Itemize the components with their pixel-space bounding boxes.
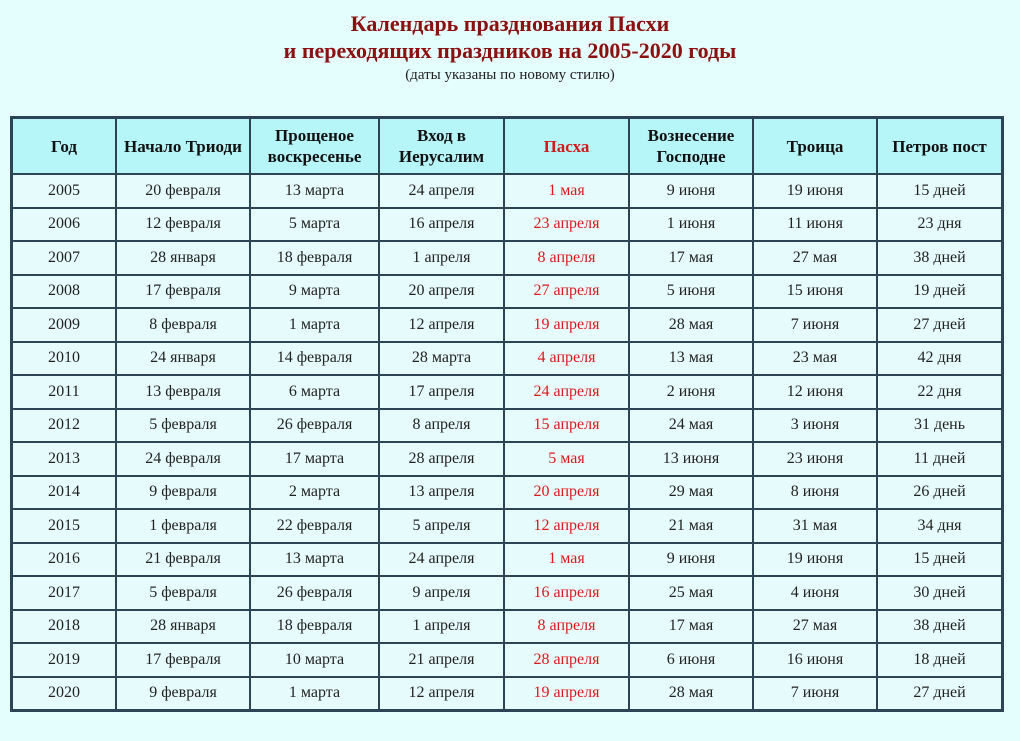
easter-date-cell: 19 апреля [504,308,629,342]
easter-date-cell: 27 апреля [504,275,629,309]
table-cell: 28 января [116,610,250,644]
table-cell: 9 марта [250,275,379,309]
table-cell: 5 апреля [379,509,504,543]
table-cell: 18 февраля [250,241,379,275]
table-cell: 6 июня [629,643,753,677]
easter-date-cell: 1 мая [504,543,629,577]
easter-date-cell: 15 апреля [504,409,629,443]
year-cell: 2016 [12,543,116,577]
page-subtitle: (даты указаны по новому стилю) [405,67,615,83]
table-cell: 18 февраля [250,610,379,644]
table-cell: 17 мая [629,610,753,644]
table-cell: 17 февраля [116,275,250,309]
table-row [12,208,1002,242]
table-cell: 19 дней [877,275,1002,309]
table-cell: 2 марта [250,476,379,510]
table-cell: 11 дней [877,442,1002,476]
table-row [12,409,1002,443]
table-cell: 24 января [116,342,250,376]
table-cell: 28 марта [379,342,504,376]
table-cell: 3 июня [753,409,877,443]
table-cell: 18 дней [877,643,1002,677]
table-cell: 22 февраля [250,509,379,543]
table-cell: 12 февраля [116,208,250,242]
table-cell: 27 дней [877,308,1002,342]
table-cell: 24 мая [629,409,753,443]
table-cell: 5 июня [629,275,753,309]
column-header-4: Пасха [504,118,629,174]
table-cell: 23 июня [753,442,877,476]
table-cell: 5 марта [250,208,379,242]
table-cell: 1 апреля [379,610,504,644]
column-header-0: Год [12,118,116,174]
table-cell: 26 февраля [250,409,379,443]
table-cell: 12 апреля [379,677,504,711]
page-title-line-1: Календарь празднования Пасхи [350,11,670,36]
year-cell: 2011 [12,375,116,409]
table-row [12,342,1002,376]
year-cell: 2010 [12,342,116,376]
table-cell: 12 июня [753,375,877,409]
table-cell: 9 февраля [116,677,250,711]
easter-date-cell: 4 апреля [504,342,629,376]
table-cell: 30 дней [877,576,1002,610]
column-header-7: Петров пост [877,118,1002,174]
table-cell: 13 мая [629,342,753,376]
table-cell: 9 июня [629,543,753,577]
easter-date-cell: 1 мая [504,174,629,208]
easter-date-cell: 24 апреля [504,375,629,409]
table-cell: 24 апреля [379,174,504,208]
column-header-3: Вход в Иерусалим [379,118,504,174]
table-cell: 1 марта [250,677,379,711]
table-cell: 1 марта [250,308,379,342]
table-cell: 17 мая [629,241,753,275]
table-cell: 28 мая [629,677,753,711]
table-cell: 5 февраля [116,576,250,610]
table-header [12,118,1002,174]
table-row [12,375,1002,409]
year-cell: 2020 [12,677,116,711]
table-cell: 24 февраля [116,442,250,476]
table-cell: 21 мая [629,509,753,543]
column-header-6: Троица [753,118,877,174]
table-cell: 8 июня [753,476,877,510]
year-cell: 2014 [12,476,116,510]
page-title-line-2: и переходящих праздников на 2005-2020 годы [283,38,737,63]
table-cell: 28 апреля [379,442,504,476]
table-row [12,275,1002,309]
easter-date-cell: 20 апреля [504,476,629,510]
table-header-row [12,118,1002,174]
table-cell: 8 апреля [379,409,504,443]
table-row [12,308,1002,342]
table-cell: 15 июня [753,275,877,309]
year-cell: 2007 [12,241,116,275]
table-cell: 38 дней [877,241,1002,275]
table-cell: 23 дня [877,208,1002,242]
table-cell: 38 дней [877,610,1002,644]
easter-date-cell: 8 апреля [504,241,629,275]
table-row [12,543,1002,577]
table-cell: 2 июня [629,375,753,409]
easter-date-cell: 19 апреля [504,677,629,711]
table-cell: 26 февраля [250,576,379,610]
table-cell: 20 февраля [116,174,250,208]
table-cell: 34 дня [877,509,1002,543]
table-cell: 9 февраля [116,476,250,510]
table-cell: 12 апреля [379,308,504,342]
easter-date-cell: 12 апреля [504,509,629,543]
year-cell: 2009 [12,308,116,342]
table-cell: 27 мая [753,610,877,644]
easter-date-cell: 28 апреля [504,643,629,677]
table-body [12,174,1002,710]
table-cell: 17 апреля [379,375,504,409]
column-header-2: Прощеное воскресенье [250,118,379,174]
easter-date-cell: 5 мая [504,442,629,476]
table-cell: 27 мая [753,241,877,275]
table-cell: 24 апреля [379,543,504,577]
year-cell: 2012 [12,409,116,443]
table-cell: 28 января [116,241,250,275]
table-cell: 11 июня [753,208,877,242]
table-cell: 13 апреля [379,476,504,510]
year-cell: 2019 [12,643,116,677]
table-cell: 21 февраля [116,543,250,577]
table-cell: 7 июня [753,677,877,711]
table-row [12,442,1002,476]
table-row [12,476,1002,510]
table-cell: 42 дня [877,342,1002,376]
table-cell: 17 февраля [116,643,250,677]
easter-date-cell: 23 апреля [504,208,629,242]
year-cell: 2006 [12,208,116,242]
table-row [12,509,1002,543]
year-cell: 2008 [12,275,116,309]
table-cell: 1 июня [629,208,753,242]
table-cell: 15 дней [877,543,1002,577]
table-cell: 17 марта [250,442,379,476]
year-cell: 2017 [12,576,116,610]
table-cell: 9 апреля [379,576,504,610]
table-cell: 28 мая [629,308,753,342]
table-cell: 19 июня [753,543,877,577]
easter-calendar-table-container [10,116,1004,712]
table-row [12,610,1002,644]
table-row [12,576,1002,610]
table-cell: 5 февраля [116,409,250,443]
table-cell: 13 февраля [116,375,250,409]
table-cell: 13 марта [250,174,379,208]
table-cell: 16 апреля [379,208,504,242]
year-cell: 2018 [12,610,116,644]
table-cell: 10 марта [250,643,379,677]
table-cell: 20 апреля [379,275,504,309]
table-cell: 22 дня [877,375,1002,409]
table-row [12,241,1002,275]
table-cell: 15 дней [877,174,1002,208]
table-cell: 29 мая [629,476,753,510]
table-cell: 8 февраля [116,308,250,342]
column-header-1: Начало Триоди [116,118,250,174]
page-header [0,10,1020,85]
easter-date-cell: 8 апреля [504,610,629,644]
table-cell: 27 дней [877,677,1002,711]
year-cell: 2013 [12,442,116,476]
table-cell: 7 июня [753,308,877,342]
table-cell: 1 февраля [116,509,250,543]
table-cell: 19 июня [753,174,877,208]
table-cell: 16 июня [753,643,877,677]
table-cell: 13 марта [250,543,379,577]
table-cell: 1 апреля [379,241,504,275]
year-cell: 2005 [12,174,116,208]
column-header-5: Вознесение Господне [629,118,753,174]
table-cell: 23 мая [753,342,877,376]
table-cell: 13 июня [629,442,753,476]
easter-date-cell: 16 апреля [504,576,629,610]
table-cell: 21 апреля [379,643,504,677]
table-cell: 31 мая [753,509,877,543]
table-cell: 4 июня [753,576,877,610]
table-cell: 31 день [877,409,1002,443]
year-cell: 2015 [12,509,116,543]
table-cell: 9 июня [629,174,753,208]
table-cell: 25 мая [629,576,753,610]
table-row [12,174,1002,208]
table-cell: 6 марта [250,375,379,409]
table-cell: 26 дней [877,476,1002,510]
table-cell: 14 февраля [250,342,379,376]
table-row [12,643,1002,677]
easter-calendar-table [10,116,1004,712]
table-row [12,677,1002,711]
